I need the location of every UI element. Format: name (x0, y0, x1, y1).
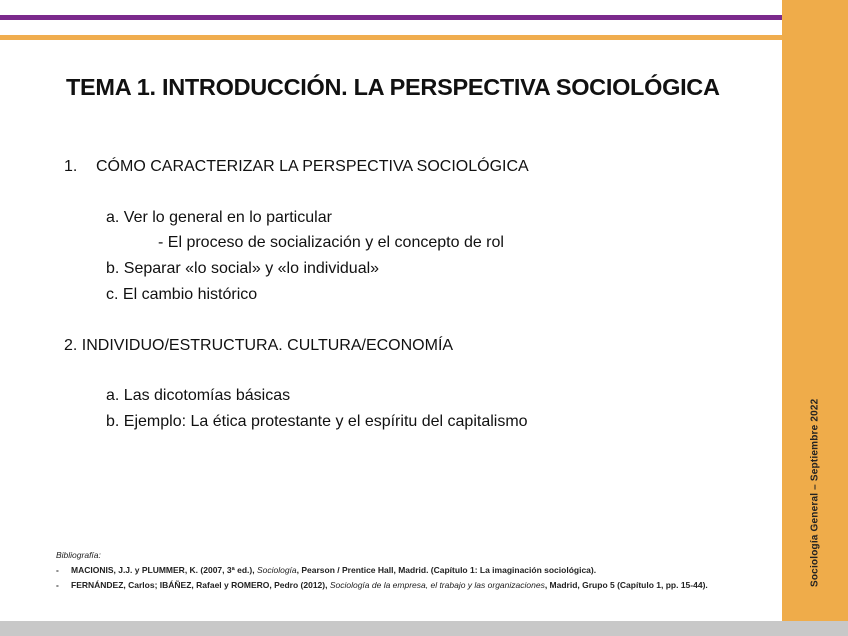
reference-book-title: Sociología de la empresa, el trabajo y las organizaciones (329, 580, 545, 590)
list-subitem: - El proceso de socialización y el concepto de rol (158, 234, 504, 251)
footer-course-label: Sociología General – Septiembre 2022 (809, 398, 821, 588)
purple-rule (0, 15, 782, 20)
bottom-bar (0, 621, 848, 636)
bibliography-entry (56, 563, 756, 578)
list-dash: - (56, 565, 59, 575)
page-title: TEMA 1. INTRODUCCIÓN. LA PERSPECTIVA SOCIOLÓGICA (66, 74, 720, 100)
list-item: b. Ejemplo: La ética protestante y el espíritu del capitalismo (106, 413, 528, 430)
section-1-number: 1. (64, 158, 78, 175)
reference-text: MACIONIS, J.J. y PLUMMER, K. (2007, 3ª ed.), (71, 565, 257, 575)
list-item: c. El cambio histórico (106, 286, 258, 303)
reference-book-title: Sociología (256, 565, 297, 575)
reference-text: , Madrid, Grupo 5 (Capítulo 1, pp. 15-44). (544, 580, 708, 590)
orange-rule (0, 35, 782, 40)
list-item: b. Separar «lo social» y «lo individual» (106, 260, 380, 277)
list-item: a. Las dicotomías básicas (106, 387, 291, 404)
bibliography-heading: Bibliografía: (56, 550, 101, 560)
bibliography-entry (56, 578, 756, 593)
reference-text: , Pearson / Prentice Hall, Madrid. (Capítulo 1: La imaginación sociológica). (296, 565, 597, 575)
list-item: a. Ver lo general en lo particular (106, 209, 332, 226)
reference-text: FERNÁNDEZ, Carlos; IBÁÑEZ, Rafael y ROMERO, Pedro (2012), (71, 580, 330, 590)
section-1-heading-text: CÓMO CARACTERIZAR LA PERSPECTIVA SOCIOLÓGICA (96, 158, 529, 175)
bibliography (56, 548, 756, 593)
list-dash: - (56, 580, 59, 590)
section-2-heading: 2. INDIVIDUO/ESTRUCTURA. CULTURA/ECONOMÍA (64, 337, 454, 354)
section-1-heading (64, 158, 529, 176)
